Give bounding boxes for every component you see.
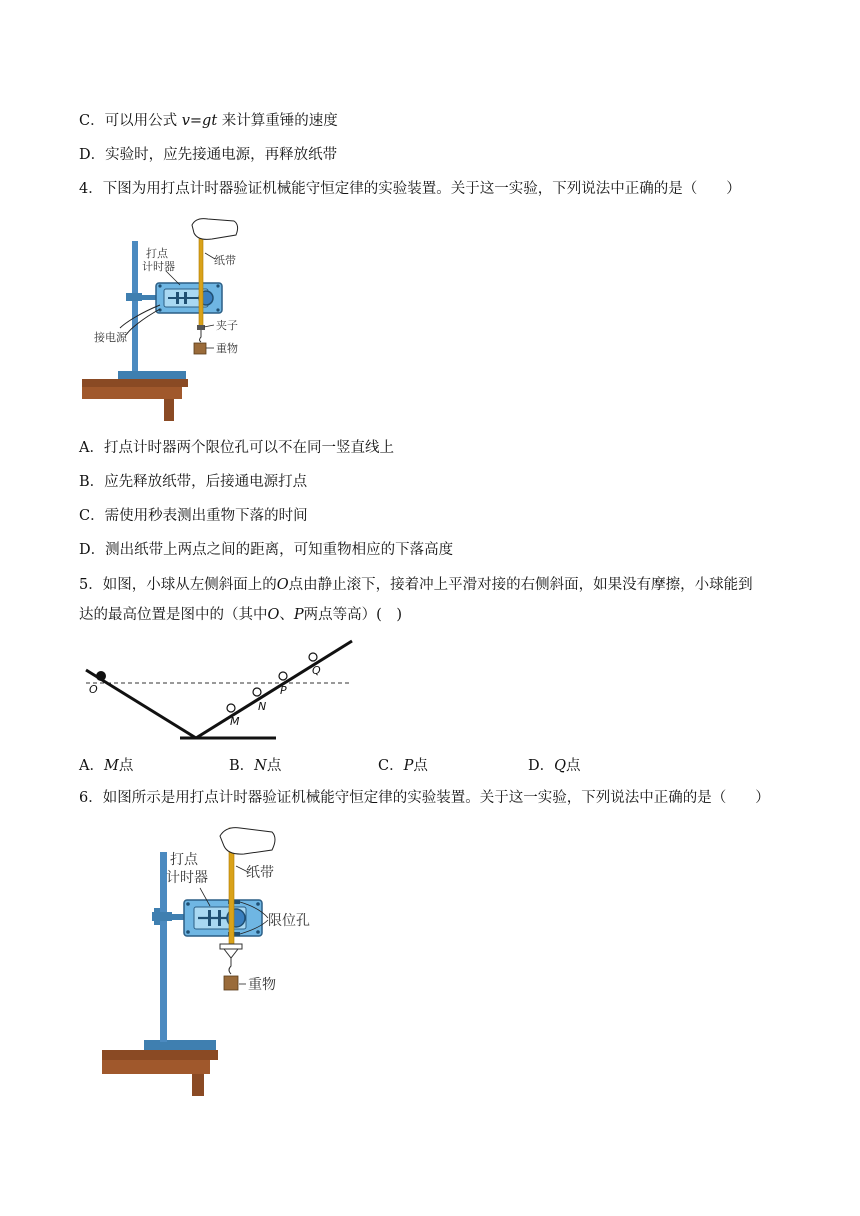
hand [220,828,275,854]
q6-apparatus-figure [100,822,330,1098]
hand [192,219,238,240]
q3-option-c: C．可以用公式 v=gt 来计算重锤的速度 [79,113,338,129]
q4-option-d: D．测出纸带上两点之间的距离，可知重物相应的下落高度 [79,542,454,558]
q4-option-b: B．应先释放纸带，后接通电源打点 [79,474,308,490]
weight [224,976,238,990]
label-timer-2: 计时器 [166,870,208,886]
ball-Q [309,653,317,661]
q5-incline-figure [80,633,360,745]
table-top [102,1050,218,1060]
label-P: P [280,684,287,697]
weight [194,343,206,354]
label-power: 接电源 [94,331,127,344]
label-timer-1: 打点 [170,852,198,868]
ball-M [227,704,235,712]
stand-base [118,371,186,379]
q4-stem: 4．下图为用打点计时器验证机械能守恒定律的实验装置。关于这一实验，下列说法中正确的是（ ） [79,181,741,197]
stand-rod [132,241,138,371]
table-leg [192,1074,204,1096]
q4-option-c: C．需使用秒表测出重物下落的时间 [79,508,308,524]
label-timer-2: 计时器 [142,260,175,273]
label-tape: 纸带 [246,865,274,881]
ball-N [253,688,261,696]
q5-option-d: D．Q点 [528,758,581,774]
q5-option-b: B．N点 [229,758,282,774]
label-timer-1: 打点 [146,247,168,260]
stand-base [144,1040,216,1050]
label-Q: Q [312,664,321,677]
right-slope [196,641,352,738]
q6-stem: 6．如图所示是用打点计时器验证机械能守恒定律的实验装置。关于这一实验，下列说法中正确的是（ ） [79,790,770,806]
label-limit-hole: 限位孔 [268,913,310,929]
clip [220,944,242,949]
label-clip: 夹子 [216,319,238,332]
clip [197,325,205,330]
ball-at-O [96,671,106,681]
label-weight: 重物 [248,977,276,993]
q4-apparatus-figure [80,213,260,423]
label-N: N [258,700,267,713]
table-top [82,379,188,387]
q5-stem-line1: 5．如图，小球从左侧斜面上的O点由静止滚下，接着冲上平滑对接的右侧斜面，如果没有摩擦，小球能到 [79,577,753,593]
q5-option-c: C．P点 [378,758,428,774]
table-leg [164,399,174,421]
label-O: O [89,683,98,696]
q4-option-a: A．打点计时器两个限位孔可以不在同一竖直线上 [79,440,394,456]
q3-option-d: D．实验时，应先接通电源，再释放纸带 [79,147,338,163]
ball-P [279,672,287,680]
label-M: M [230,715,240,728]
label-tape: 纸带 [214,254,236,267]
q5-option-a: A．M点 [79,758,134,774]
q5-stem-line2: 达的最高位置是图中的（其中O、P两点等高）( ) [79,607,402,623]
label-weight: 重物 [216,342,238,355]
